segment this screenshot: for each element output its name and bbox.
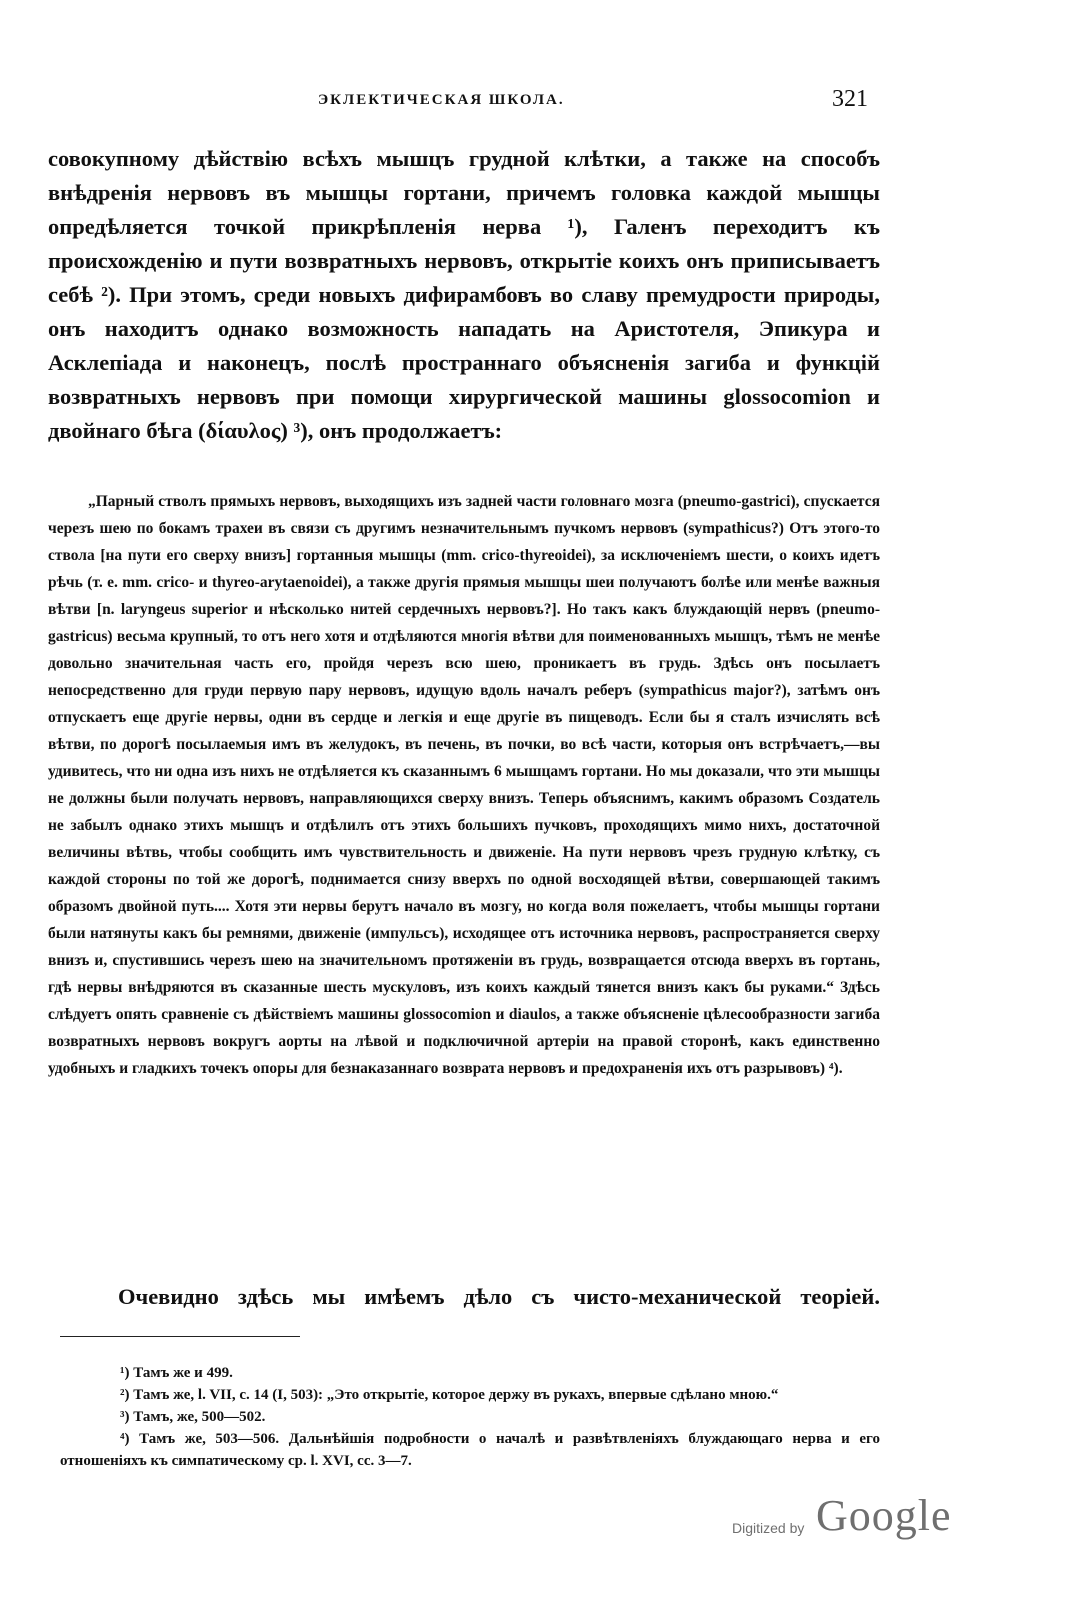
running-title: ЭКЛЕКТИЧЕСКАЯ ШКОЛА.: [318, 92, 565, 108]
running-head: [0, 88, 1083, 118]
main-paragraph-block: [48, 142, 880, 448]
footnote-2: ²) Тамъ же, l. VII, c. 14 (I, 503): „Это открытіе, которое держу въ рукахъ, впервые сдѣлано мною.“: [120, 1387, 779, 1403]
footnote-4: ⁴) Тамъ же, 503—506. Дальнѣйшія подробности о началѣ и развѣтвленіяхъ блуждающаго нерва и его отношеніяхъ къ симпатическому ср. l. XVI, cc. 3—7.: [60, 1431, 880, 1469]
conclusion-paragraph-block: [48, 1280, 880, 1314]
footnote-3: ³) Тамъ, же, 500—502.: [120, 1409, 266, 1425]
watermark-prefix: Digitized by: [732, 1520, 805, 1536]
footnotes: [60, 1362, 880, 1472]
galen-quote: „Парный стволъ прямыхъ нервовъ, выходящихъ изъ задней части головнаго мозга (pneumo-gastrici), спускается черезъ шею по бокамъ трахеи въ связи съ другимъ незначительнымъ пучкомъ нервовъ (sympathicus?) Отъ этого-то ствола [на пути его сверху внизъ] гортанныя мышцы (mm. crico-thyreoidei), за исключеніемъ шести, о коихъ идетъ рѣчь (т. е. mm. crico- и thyreo-arytaenoidei), а также другія прямыя мышцы шеи получаютъ болѣе или менѣе важныя вѣтви [n. laryngeus superior и нѣсколько нитей сердечныхъ нервовъ?]. Но такъ какъ блуждающій нервъ (pneumo-gastricus) весьма крупный, то отъ него хотя и отдѣляются многія вѣтви для поименованныхъ мышцъ, тѣмъ не менѣе довольно значительная часть его, пройдя черезъ всю шею, проникаетъ въ грудь. Здѣсь онъ посылаетъ непосредственно для груди первую пару нервовъ, идущую вдоль началъ реберъ (sympathicus major?), затѣмъ онъ отпускаетъ еще другіе нервы, одни въ сердце и легкія и еще другіе въ пищеводъ. Если бы я сталъ изчислять всѣ вѣтви, по дорогѣ посылаемыя имъ въ желудокъ, въ печень, въ почки, во всѣ части, которыя онъ встрѣчаетъ,—вы удивитесь, что ни одна изъ нихъ не отдѣляется къ сказаннымъ 6 мышцамъ гортани. Но мы доказали, что эти мышцы не должны были получать нервовъ, направляющихся сверху внизъ. Теперь объяснимъ, какимъ образомъ Создатель не забылъ однако этихъ мышцъ и отдѣлилъ отъ этихъ большихъ пучковъ, проходящихъ мимо нихъ, достаточной величины вѣтвь, чтобы сообщить имъ чувствительность и движеніе. На пути нервовъ чрезъ грудную клѣтку, съ каждой стороны по той же дорогѣ, поднимается снизу вверхъ по одной восходящей вѣтви, совершающей такимъ образомъ двойной путь.... Хотя эти нервы берутъ начало въ мозгу, но когда воля пожелаетъ, чтобы мышцы гортани были натянуты какъ бы ремнями, движеніе (импульсъ), исходящее отъ источника нервовъ, распространяется сверху внизъ и, спустившись черезъ шею на значительномъ протяженіи въ грудь, возвращается отсюда вверхъ въ гортань, гдѣ нервы внѣдряются въ сказанные шесть мускуловъ, изъ коихъ каждый тянется внизъ какъ бы руками.“ Здѣсь слѣдуетъ опять сравненіе съ дѣйствіемъ машины glossocomion и diaulos, а также объясненіе цѣлесообразности загиба возвратныхъ нервовъ вокругъ аорты на лѣвой и подключичной артеріи на правой сторонѣ, какъ единственно удобныхъ и гладкихъ точекъ опоры для безнаказаннаго возврата нервовъ и предохраненія ихъ отъ разрывовъ) ⁴).: [48, 493, 880, 1077]
digitized-watermark: [732, 1491, 972, 1546]
footnote-divider: [60, 1336, 300, 1337]
footnote-1: ¹) Тамъ же и 499.: [120, 1365, 233, 1381]
conclusion-paragraph: Очевидно здѣсь мы имѣемъ дѣло съ чисто-механической теоріей.: [118, 1284, 880, 1309]
main-paragraph: совокупному дѣйствію всѣхъ мышцъ грудной клѣтки, а также на способъ внѣдренія нервовъ въ мышцы гортани, причемъ головка каждой мышцы опредѣляется точкой прикрѣпленія нерва ¹), Галенъ переходитъ къ происхожденію и пути возвратныхъ нервовъ, открытіе коихъ онъ приписываетъ себѣ ²). При этомъ, среди новыхъ дифирамбовъ во славу премудрости природы, онъ находитъ однако возможность нападать на Аристотеля, Эпикура и Асклепіада и наконецъ, послѣ пространнаго объясненія загиба и функцій возвратныхъ нервовъ при помощи хирургической машины glossocomion и двойнаго бѣга (δίαυλος) ³), онъ продолжаетъ:: [48, 146, 880, 443]
page-number: 321: [832, 86, 868, 112]
google-logo: Google: [816, 1491, 952, 1540]
galen-quote-block: [48, 488, 880, 1082]
